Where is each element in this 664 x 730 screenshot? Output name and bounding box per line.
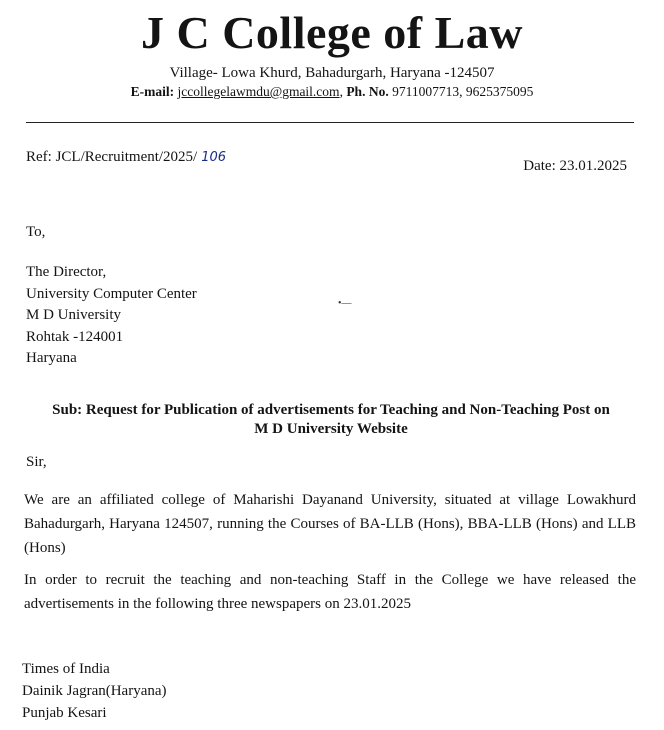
ink-mark-icon: •— bbox=[338, 298, 352, 309]
newspaper-item: Dainik Jagran(Haryana) bbox=[22, 683, 167, 699]
recipient-line: University Computer Center bbox=[26, 285, 197, 302]
subject-line-1: Sub: Request for Publication of advertisements for Teaching and Non-Teaching Post on bbox=[52, 402, 610, 418]
reference-number bbox=[26, 147, 226, 168]
recipient-line: The Director, bbox=[26, 264, 107, 280]
newspaper-list bbox=[22, 658, 167, 724]
subject-line bbox=[24, 401, 638, 439]
recipient-line: Rohtak -124001 bbox=[26, 328, 124, 345]
college-address: Village- Lowa Khurd, Bahadurgarh, Haryana -124507 bbox=[169, 65, 495, 81]
letter-date: Date: 23.01.2025 bbox=[523, 158, 627, 174]
body-paragraph-2: In order to recruit the teaching and non-teaching Staff in the College we have released the advertisements in the following three newspapers on 23.01.2025 bbox=[24, 572, 636, 612]
newspaper-item: Times of India bbox=[22, 661, 110, 677]
email-link[interactable]: jccollegelawmdu@gmail.com bbox=[177, 84, 340, 99]
recipient-line: M D University bbox=[26, 307, 121, 323]
ref-text: Ref: JCL/Recruitment/2025/ bbox=[26, 149, 198, 165]
email-label: E-mail: bbox=[130, 84, 175, 99]
phone-label: Ph. No. bbox=[346, 84, 389, 99]
phone-numbers: 9711007713, 9625375095 bbox=[392, 84, 534, 99]
subject-line-2: M D University Website bbox=[254, 421, 408, 437]
salutation-to: To, bbox=[26, 224, 46, 240]
contact-line: E-mail: jccollegelawmdu@gmail.com, Ph. No. 9711007713, 9625375095 bbox=[130, 84, 534, 99]
greeting: Sir, bbox=[26, 454, 47, 470]
newspaper-item: Punjab Kesari bbox=[22, 705, 107, 721]
letter-body bbox=[24, 488, 636, 616]
college-name: J C College of Law bbox=[140, 7, 524, 58]
ref-handwritten-number: 106 bbox=[201, 150, 227, 165]
recipient-line: Haryana bbox=[26, 350, 77, 366]
header-divider bbox=[26, 122, 634, 123]
body-paragraph-1: We are an affiliated college of Maharishi Dayanand University, situated at village Lowakhurd Bahadurgarh, Haryana 124507, running the Courses of BA-LLB (Hons), BBA-LLB (Hons) and LLB (Hons) bbox=[24, 492, 636, 556]
recipient-address bbox=[26, 262, 197, 370]
